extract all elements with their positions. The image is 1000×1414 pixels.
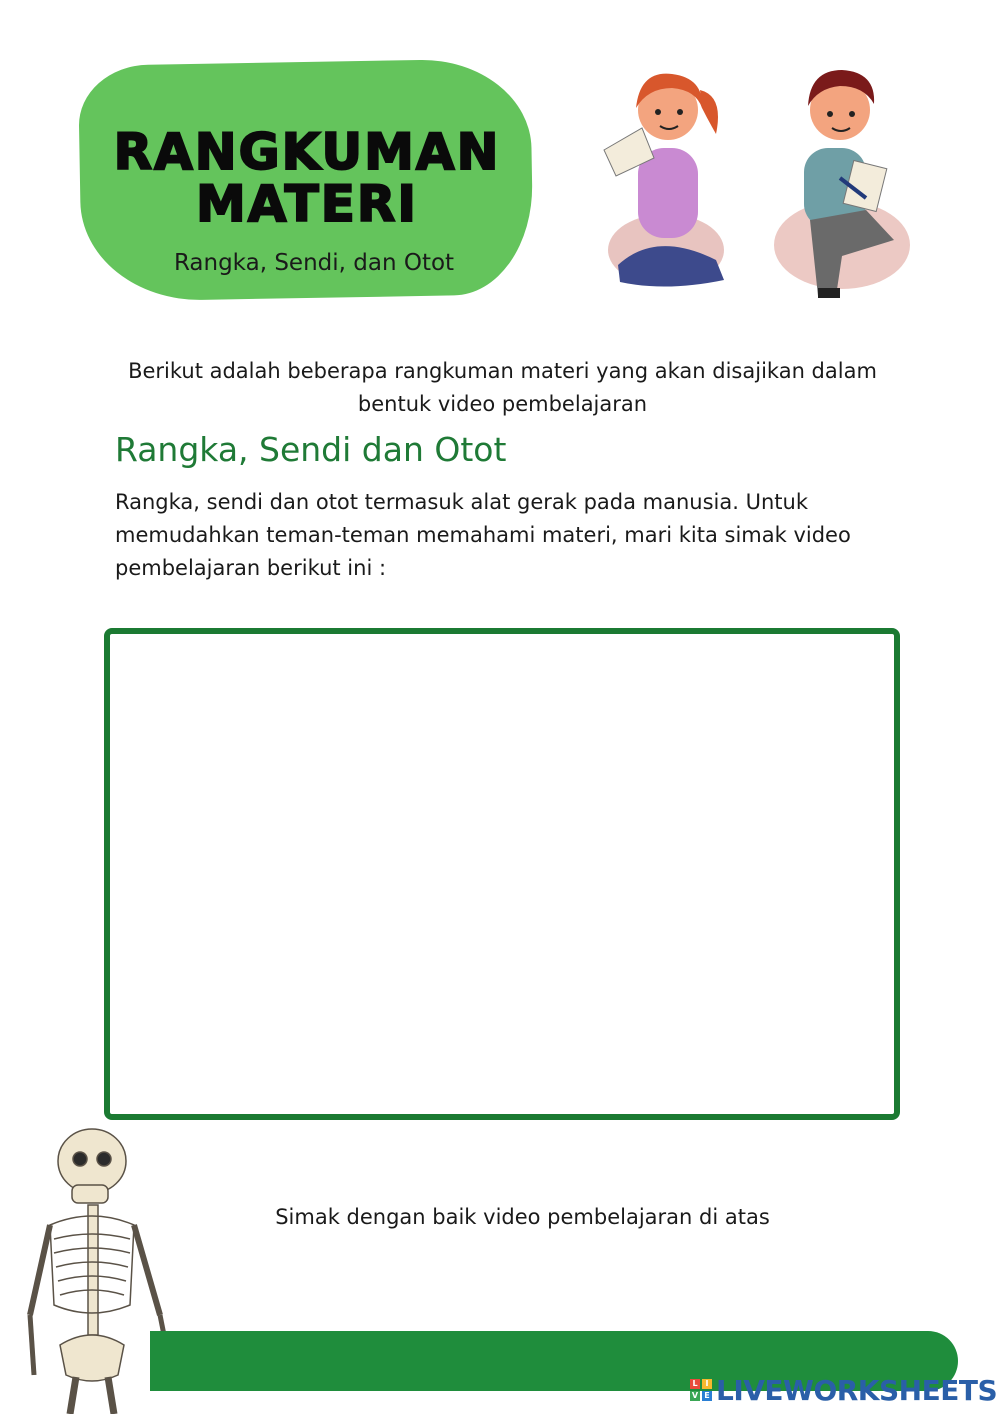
- girl-figure: [604, 74, 724, 287]
- children-reading-illustration: [596, 60, 916, 310]
- section-heading: Rangka, Sendi dan Otot: [115, 430, 507, 469]
- logo-text: LIVEWORKSHEETS: [716, 1373, 998, 1407]
- boy-figure: [774, 70, 910, 298]
- logo-icon: L I V E: [690, 1379, 712, 1401]
- section-body: Rangka, sendi dan otot termasuk alat gerak pada manusia. Untuk memudahkan teman-teman memahami materi, mari kita simak video pembelajaran berikut ini :: [115, 490, 851, 580]
- page-subtitle: Rangka, Sendi, dan Otot: [173, 250, 455, 276]
- video-placeholder-frame[interactable]: [104, 628, 900, 1120]
- intro-text: Berikut adalah beberapa rangkuman materi yang akan disajikan dalam bentuk video pembelajaran: [128, 359, 877, 416]
- video-caption: Simak dengan baik video pembelajaran di atas: [275, 1205, 770, 1229]
- page-title: RANGKUMAN MATERI: [113, 123, 501, 233]
- liveworksheets-logo: [690, 1374, 997, 1406]
